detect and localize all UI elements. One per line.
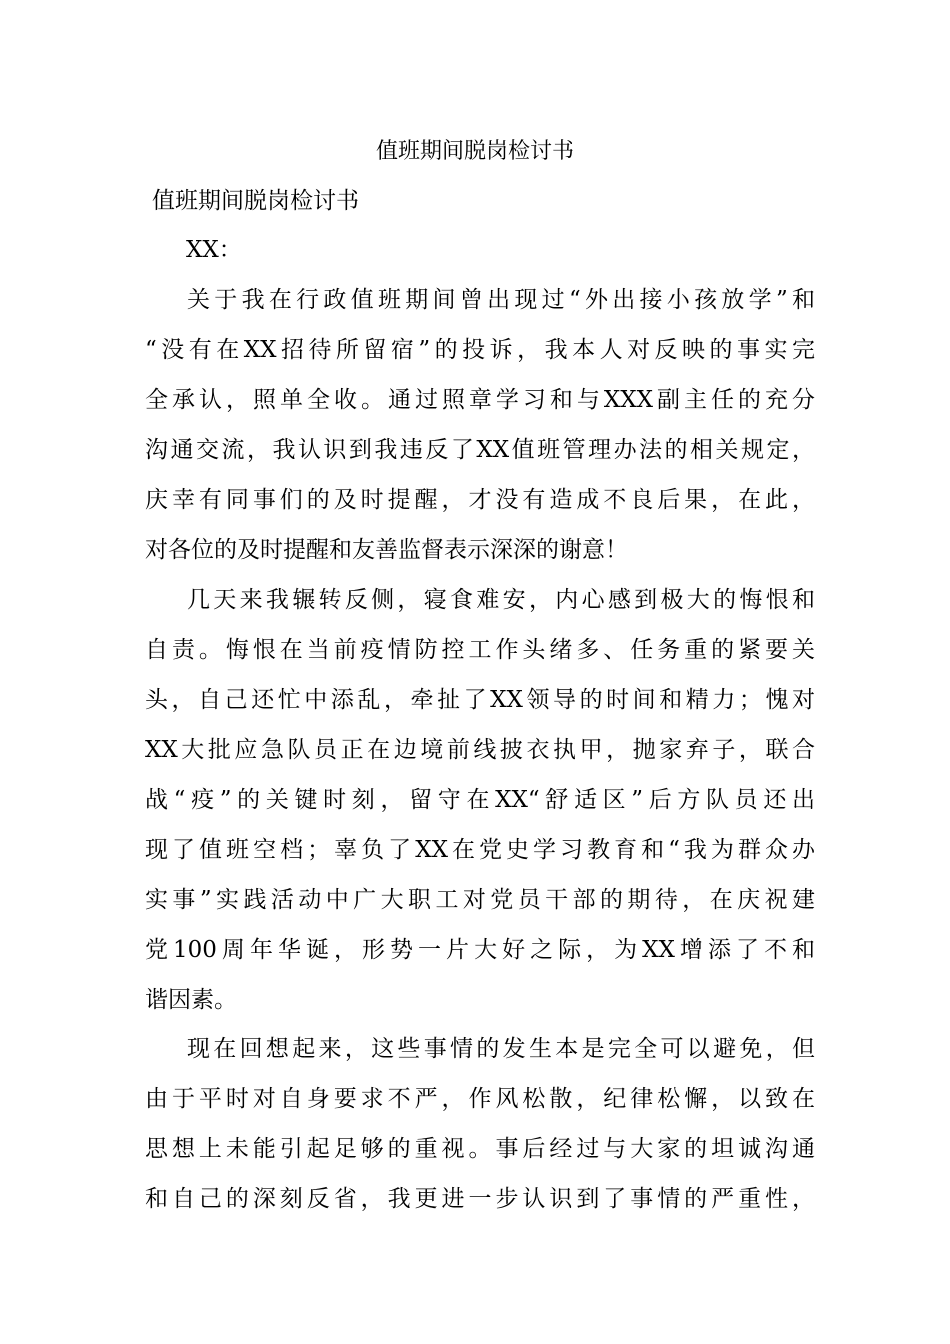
paragraph-line: 自责。悔恨在当前疫情防控工作头绪多、任务重的紧要关 <box>145 637 815 663</box>
paragraph-line: 关于我在行政值班期间曾出现过“外出接小孩放学”和 <box>187 287 815 313</box>
paragraph-1 <box>145 275 815 575</box>
paragraph-3 <box>145 1024 815 1224</box>
paragraph-line: 和自己的深刻反省，我更进一步认识到了事情的严重性， <box>145 1186 815 1212</box>
paragraph-line: 全承认，照单全收。通过照章学习和与XXX副主任的充分 <box>145 387 815 413</box>
paragraph-line: 头，自己还忙中添乱，牵扯了XX领导的时间和精力；愧对 <box>145 687 815 713</box>
paragraph-line: 由于平时对自身要求不严，作风松散，纪律松懈，以致在 <box>145 1086 815 1112</box>
paragraph-line: 实事”实践活动中广大职工对党员干部的期待，在庆祝建 <box>145 887 815 913</box>
paragraph-line: 庆幸有同事们的及时提醒，才没有造成不良后果，在此， <box>145 487 815 513</box>
paragraph-line: 谐因素。 <box>145 987 237 1013</box>
document-subtitle: 值班期间脱岗检讨书 <box>152 188 359 214</box>
paragraph-line: 现了值班空档；辜负了XX在党史学习教育和“我为群众办 <box>145 837 815 863</box>
salutation: XX： <box>186 237 242 263</box>
document-title: 值班期间脱岗检讨书 <box>375 139 574 164</box>
paragraph-line: 思想上未能引起足够的重视。事后经过与大家的坦诚沟通 <box>145 1136 815 1162</box>
paragraph-line: 现在回想起来，这些事情的发生本是完全可以避免，但 <box>187 1036 815 1062</box>
paragraph-2 <box>145 575 815 1025</box>
paragraph-line: 几天来我辗转反侧，寝食难安，内心感到极大的悔恨和 <box>187 587 815 613</box>
paragraph-line: “没有在XX招待所留宿”的投诉，我本人对反映的事实完 <box>145 337 815 363</box>
paragraph-line: 党100周年华诞，形势一片大好之际，为XX增添了不和 <box>145 937 815 963</box>
paragraph-line: 战“疫”的关键时刻，留守在XX“舒适区”后方队员还出 <box>145 787 815 813</box>
paragraph-line: XX大批应急队员正在边境前线披衣执甲，抛家弃子，联合 <box>145 737 815 763</box>
paragraph-line: 对各位的及时提醒和友善监督表示深深的谢意！ <box>145 537 628 563</box>
paragraph-line: 沟通交流，我认识到我违反了XX值班管理办法的相关规定， <box>145 437 815 463</box>
